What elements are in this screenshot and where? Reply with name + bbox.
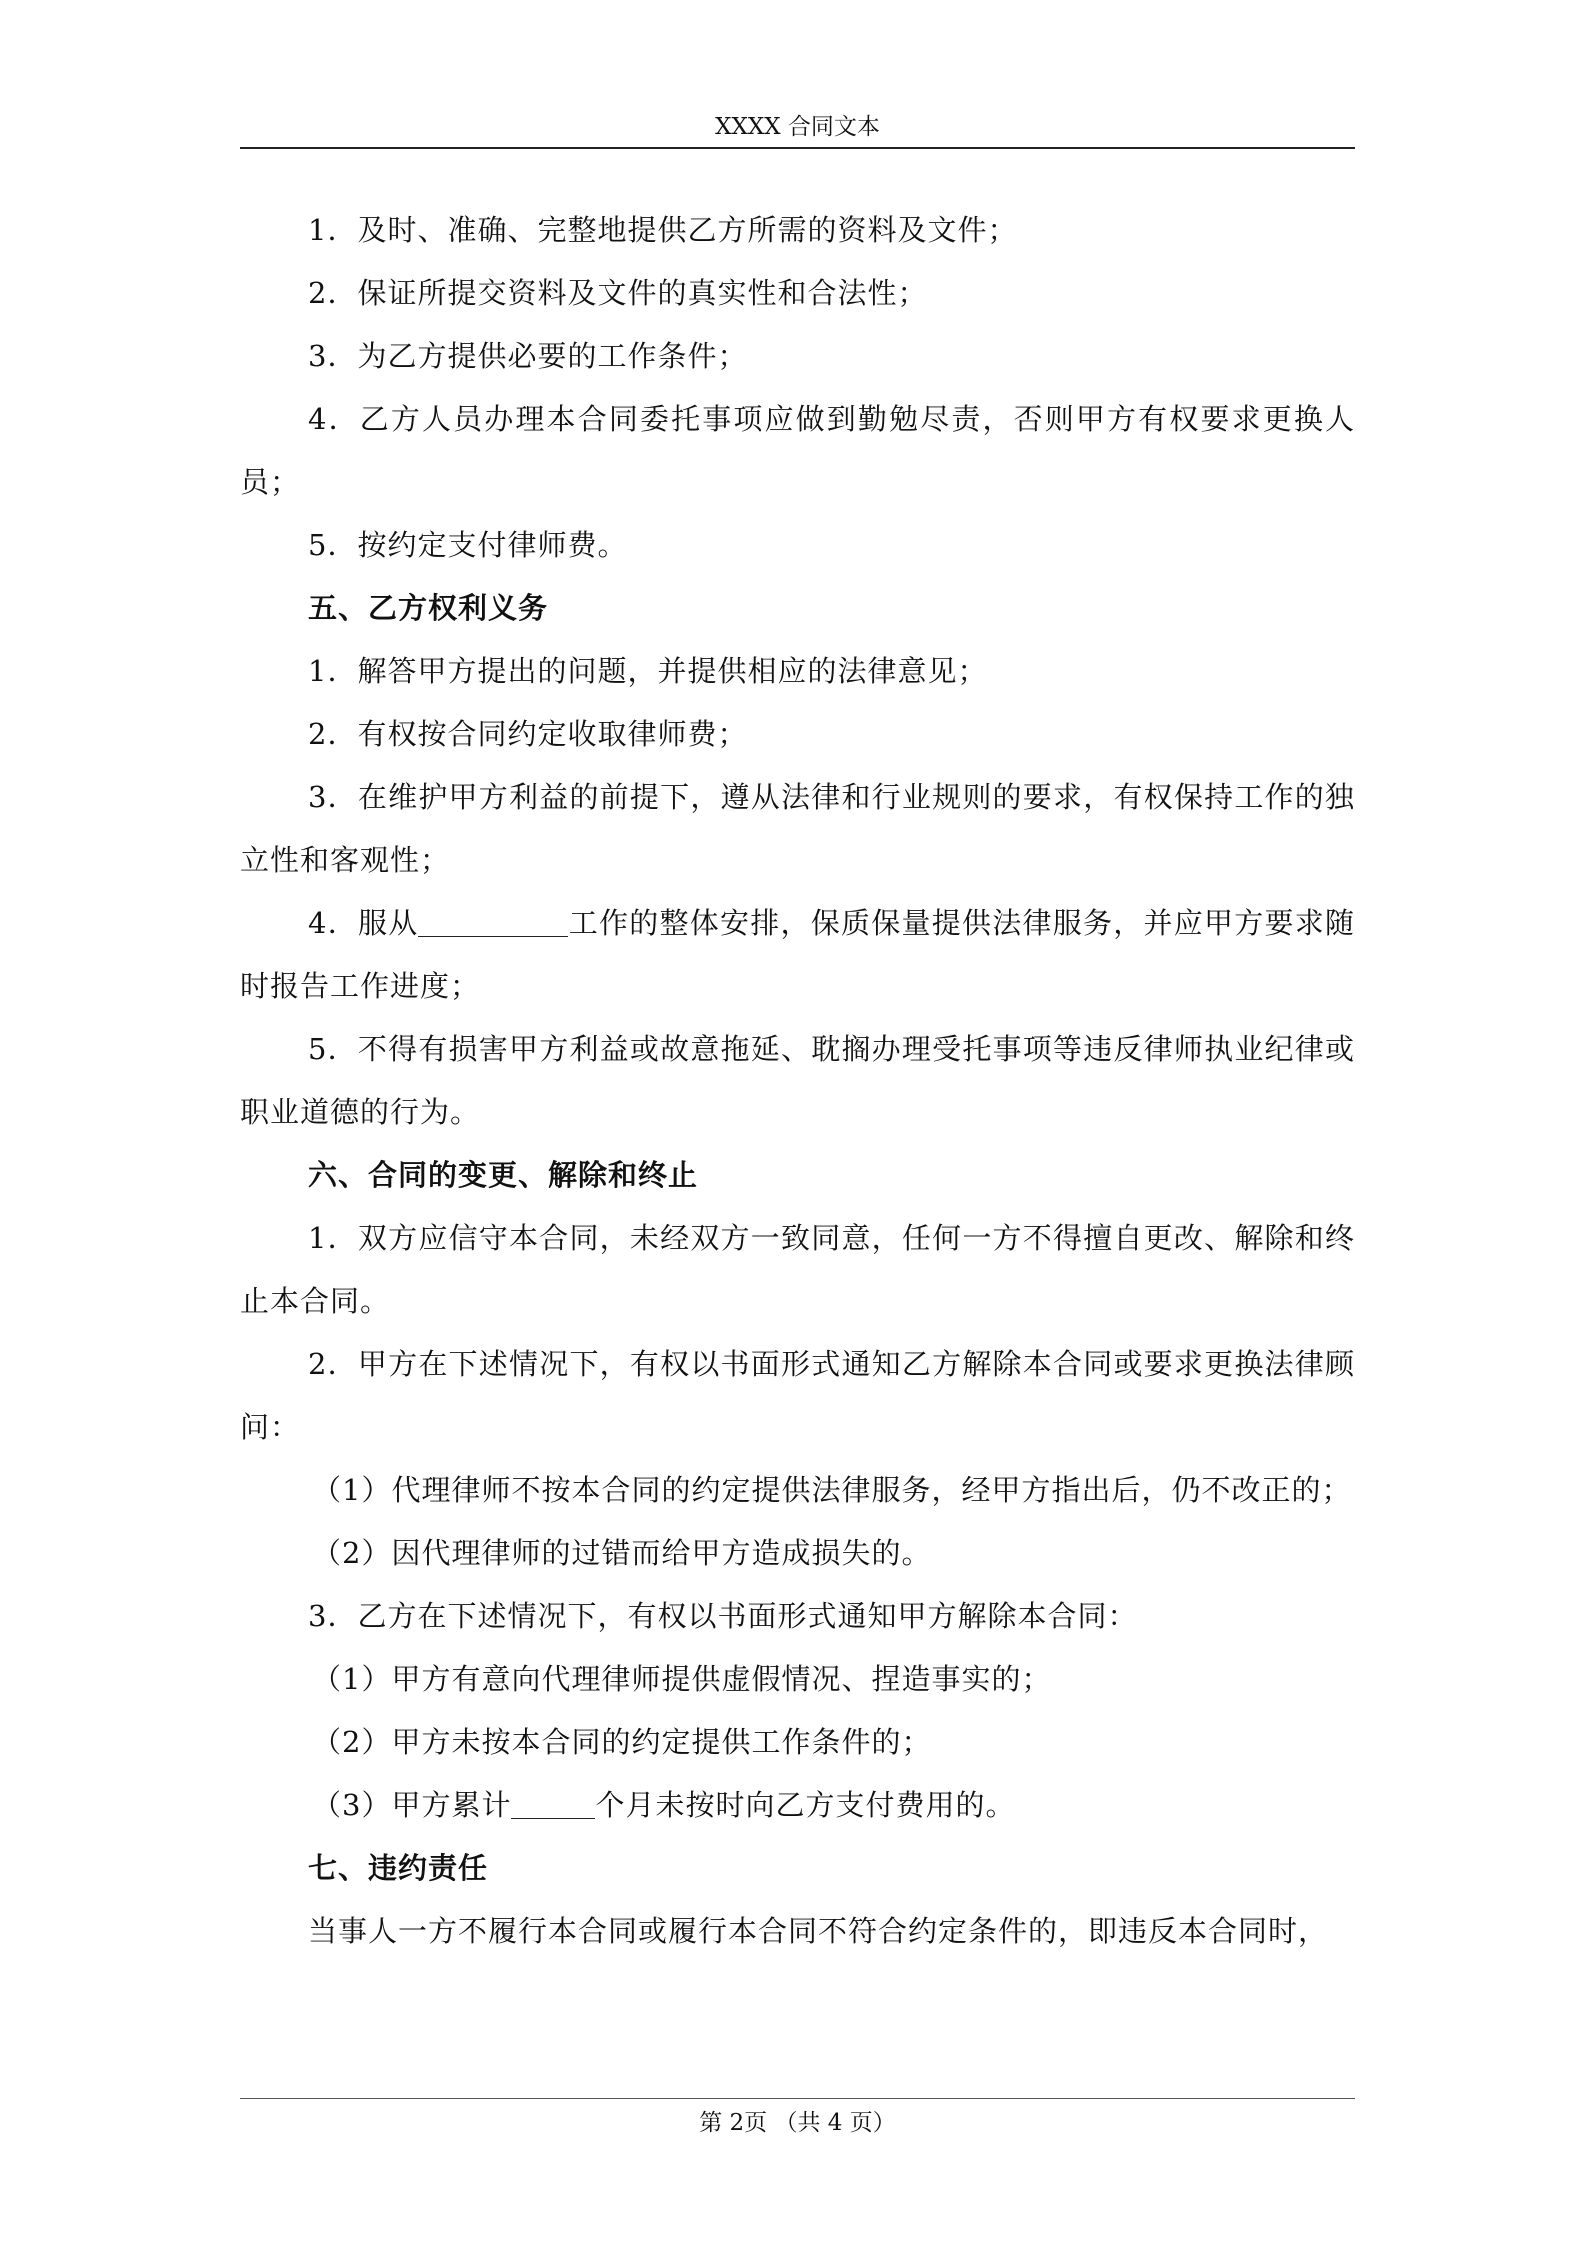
- clause-b2: 2．有权按合同约定收取律师费；: [308, 717, 748, 751]
- section-heading-5: 五、乙方权利义务: [308, 591, 549, 625]
- clause-c3-3: [240, 1774, 1355, 1837]
- clause-c3: 3．乙方在下述情况下，有权以书面形式通知甲方解除本合同：: [308, 1599, 1138, 1633]
- clause-b4-prefix: 4．服从: [308, 906, 419, 940]
- fill-in-blank[interactable]: [418, 906, 568, 937]
- clause-b1: 1．解答甲方提出的问题，并提供相应的法律意见；: [308, 654, 988, 688]
- clause-b5: 5．不得有损害甲方利益或故意拖延、耽搁办理受托事项等违反律师执业纪律或职业道德的行为。: [240, 1032, 1355, 1129]
- section-heading-7: 七、违约责任: [308, 1851, 489, 1885]
- fill-in-blank[interactable]: [511, 1788, 595, 1819]
- document-body: [240, 199, 1355, 1963]
- clause-d1: 当事人一方不履行本合同或履行本合同不符合约定条件的，即违反本合同时，: [308, 1914, 1329, 1948]
- header-divider: [240, 147, 1355, 149]
- clause-a4: 4．乙方人员办理本合同委托事项应做到勤勉尽责，否则甲方有权要求更换人员；: [240, 402, 1355, 499]
- clause-c3-2: （2）甲方未按本合同的约定提供工作条件的；: [312, 1725, 932, 1759]
- clause-b3: 3．在维护甲方利益的前提下，遵从法律和行业规则的要求，有权保持工作的独立性和客观性；: [240, 780, 1355, 877]
- clause-a3: 3．为乙方提供必要的工作条件；: [308, 339, 748, 373]
- clause-b4: [240, 892, 1355, 1018]
- header-title: XXXX 合同文本: [715, 114, 880, 140]
- footer-divider: [240, 2098, 1355, 2099]
- clause-b4-suffix: 工作的整体安排，保质保量提供法律服务，并应甲方要求随时报告工作进度；: [240, 906, 1355, 1003]
- clause-a2: 2．保证所提交资料及文件的真实性和合法性；: [308, 276, 928, 310]
- clause-c2-1: （1）代理律师不按本合同的约定提供法律服务，经甲方指出后，仍不改正的；: [312, 1473, 1352, 1507]
- clause-c3-3-suffix: 个月未按时向乙方支付费用的。: [595, 1788, 1016, 1822]
- clause-c2-2: （2）因代理律师的过错而给甲方造成损失的。: [312, 1536, 932, 1570]
- page-number: 第 2页 （共 4 页）: [699, 2110, 896, 2136]
- clause-c3-3-prefix: （3）甲方累计: [312, 1788, 512, 1822]
- clause-a1: 1．及时、准确、完整地提供乙方所需的资料及文件；: [308, 213, 1018, 247]
- clause-c2: 2．甲方在下述情况下，有权以书面形式通知乙方解除本合同或要求更换法律顾问：: [240, 1347, 1355, 1444]
- clause-a5: 5．按约定支付律师费。: [308, 528, 628, 562]
- clause-c1: 1．双方应信守本合同，未经双方一致同意，任何一方不得擅自更改、解除和终止本合同。: [240, 1221, 1355, 1318]
- section-heading-6: 六、合同的变更、解除和终止: [308, 1158, 699, 1192]
- clause-c3-1: （1）甲方有意向代理律师提供虚假情况、捏造事实的；: [312, 1662, 1052, 1696]
